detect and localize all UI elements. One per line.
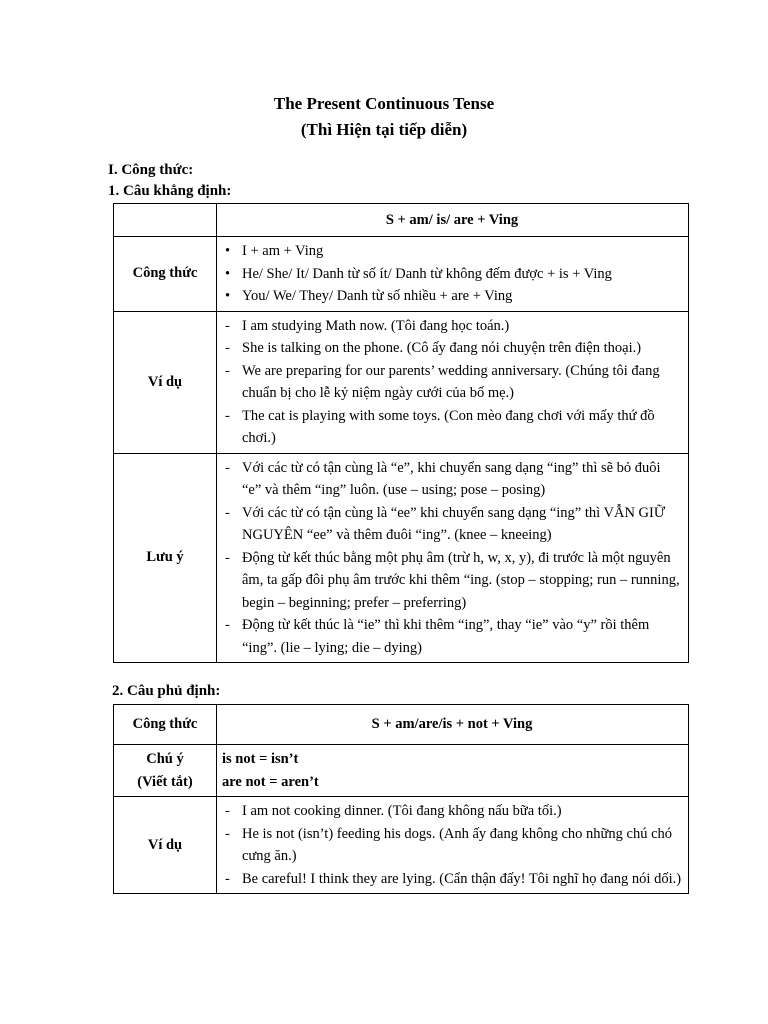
example-label: Ví dụ bbox=[114, 311, 217, 453]
abbreviation-label bbox=[114, 745, 217, 797]
document-title: The Present Continuous Tense bbox=[273, 94, 495, 113]
abbreviation-label-line-1: Chú ý bbox=[146, 751, 184, 767]
formula-label: Công thức bbox=[114, 237, 217, 312]
abbreviation-list bbox=[217, 745, 689, 797]
negative-table bbox=[113, 704, 689, 894]
negative-example-list bbox=[217, 797, 689, 894]
negative-example-label: Ví dụ bbox=[114, 797, 217, 894]
example-list bbox=[217, 311, 689, 453]
list-item: - Be careful! I think they are lying. (Cẩn thận đấy! Tôi nghĩ họ đang nói dối.) bbox=[225, 870, 682, 887]
list-item: - We are preparing for our parents’ wedding anniversary. (Chúng tôi đang chuẩn bị cho lễ kỷ niệm ngày cưới của bố mẹ.) bbox=[225, 362, 660, 401]
list-item: - Với các từ có tận cùng là “e”, khi chuyển sang dạng “ing” thì sẽ bỏ đuôi “e” và thêm “ing” luôn. (use – using; pose – posing) bbox=[225, 459, 661, 498]
affirmative-table bbox=[113, 203, 689, 663]
section-heading-formula: I. Công thức: bbox=[108, 162, 194, 178]
list-item: - Động từ kết thúc bằng một phụ âm (trừ h, w, x, y), đi trước là một nguyên âm, ta gấp đôi phụ âm trước khi thêm “ing. (stop – stopping; run – running, begin – beginning; prefer – preferring) bbox=[225, 549, 680, 611]
list-item: - The cat is playing with some toys. (Con mèo đang chơi với mấy thứ đồ chơi.) bbox=[225, 407, 655, 446]
negative-formula-label: Công thức bbox=[114, 705, 217, 745]
note-label: Lưu ý bbox=[114, 453, 217, 663]
abbreviation-item: are not = aren’t bbox=[222, 773, 319, 790]
list-item: - He is not (isn’t) feeding his dogs. (Anh ấy đang không cho những chú chó cưng ăn.) bbox=[225, 825, 673, 864]
list-item: - Động từ kết thúc là “ie” thì khi thêm “ing”, thay “ie” vào “y” rồi thêm “ing”. (lie – lying; die – dying) bbox=[225, 617, 650, 656]
empty-header-cell bbox=[114, 204, 217, 237]
affirmative-formula-header: S + am/ is/ are + Ving bbox=[217, 204, 689, 237]
list-item: - I am not cooking dinner. (Tôi đang không nấu bữa tối.) bbox=[225, 803, 562, 819]
document-subtitle: (Thì Hiện tại tiếp diễn) bbox=[300, 120, 468, 139]
section-heading-negative: 2. Câu phủ định: bbox=[112, 683, 221, 699]
abbreviation-item: is not = isn’t bbox=[222, 751, 299, 767]
note-list bbox=[217, 453, 689, 663]
list-item: - I am studying Math now. (Tôi đang học toán.) bbox=[225, 317, 510, 334]
list-item: • I + am + Ving bbox=[225, 243, 324, 259]
section-heading-affirmative: 1. Câu khẳng định: bbox=[108, 183, 232, 199]
list-item: • He/ She/ It/ Danh từ số ít/ Danh từ không đếm được + is + Ving bbox=[225, 265, 612, 282]
list-item: - She is talking on the phone. (Cô ấy đang nói chuyện trên điện thoại.) bbox=[225, 340, 642, 356]
abbreviation-label-line-2: (Viết tắt) bbox=[137, 773, 193, 790]
negative-formula: S + am/are/is + not + Ving bbox=[217, 705, 689, 745]
list-item: • You/ We/ They/ Danh từ số nhiều + are + Ving bbox=[225, 288, 513, 304]
list-item: - Với các từ có tận cùng là “ee” khi chuyển sang dạng “ing” thì VẪN GIỮ NGUYÊN “ee” và thêm đuôi “ing”. (knee – kneeing) bbox=[225, 504, 666, 543]
formula-list bbox=[217, 237, 689, 312]
